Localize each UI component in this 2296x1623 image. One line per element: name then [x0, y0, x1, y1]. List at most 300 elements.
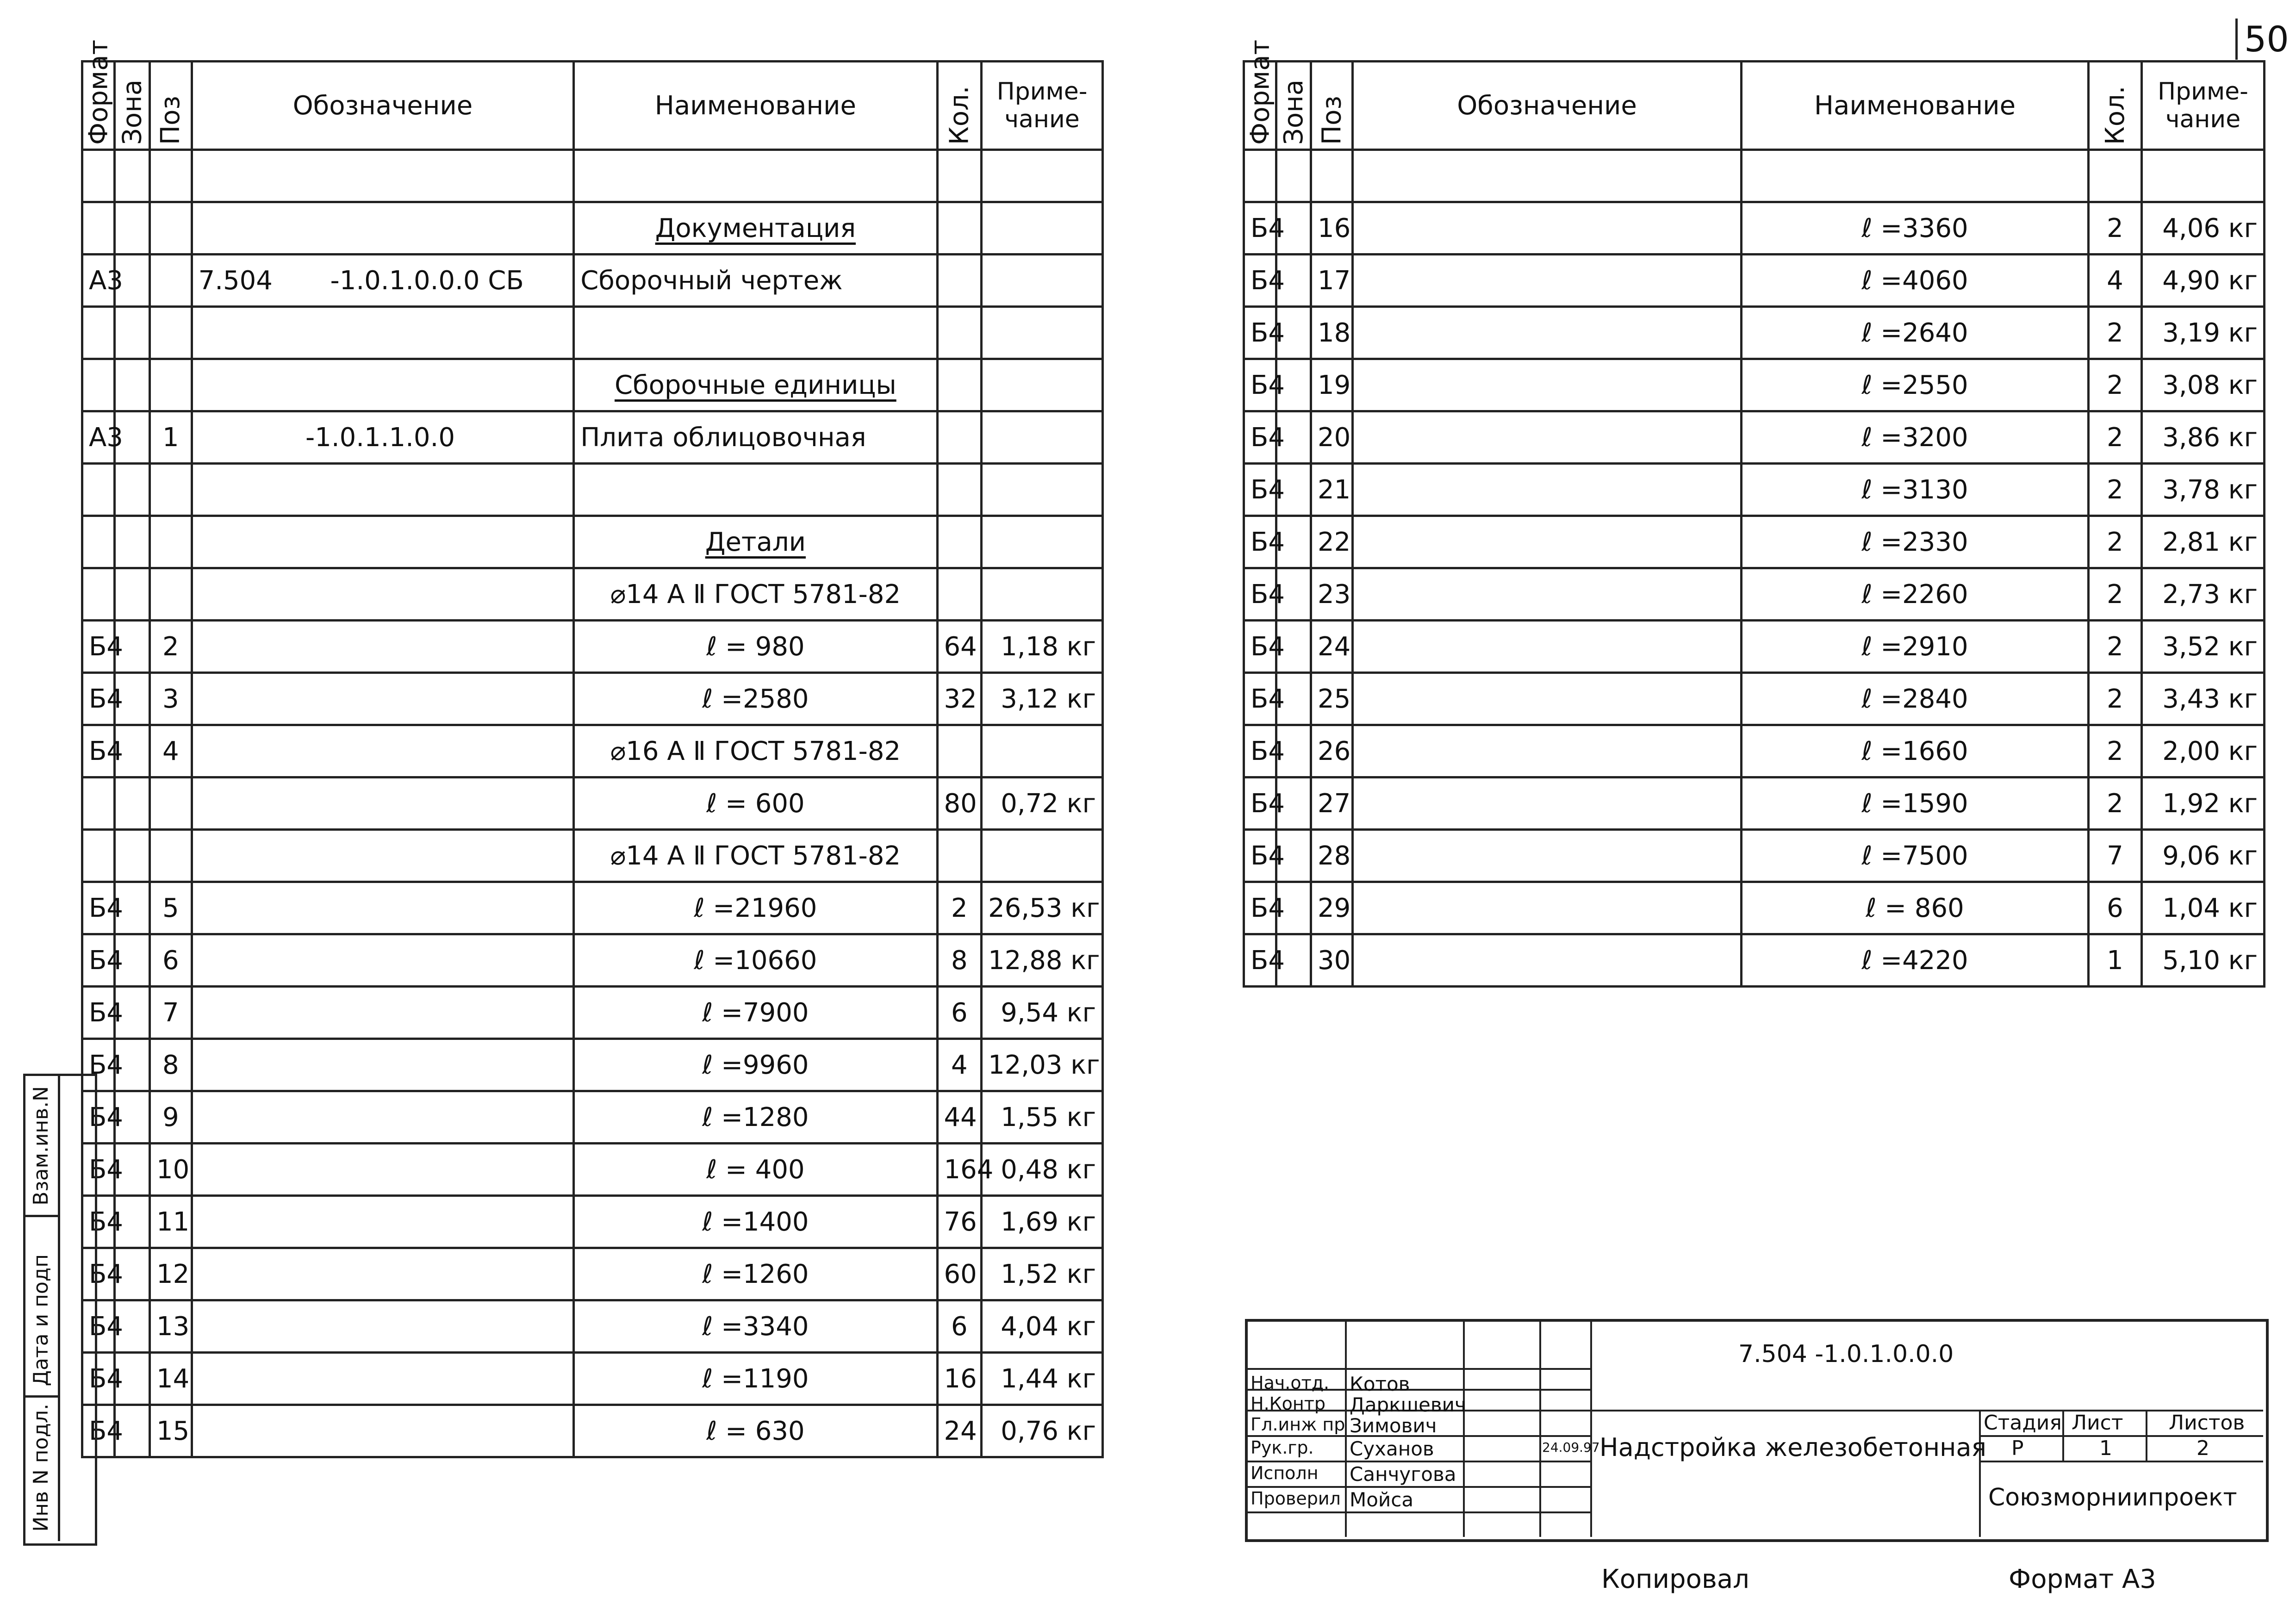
cell-qty: 60 — [937, 1248, 982, 1300]
cell-pos: 29 — [1311, 882, 1353, 934]
cell-format: Б4 — [82, 1039, 115, 1091]
cell-designation — [192, 1039, 574, 1091]
table-row — [1244, 464, 2265, 516]
table-row — [82, 1196, 1103, 1248]
sheet-value: 1 — [2099, 1436, 2112, 1460]
table-row — [82, 464, 1103, 516]
cell-qty: 2 — [2089, 516, 2142, 568]
signer-role: Исполн — [1251, 1463, 1319, 1483]
cell-designation — [192, 359, 574, 411]
stage-value: Р — [2011, 1436, 2024, 1460]
spec-table-left — [81, 39, 1104, 1458]
cell-designation — [1353, 516, 1742, 568]
cell-note — [2142, 150, 2265, 202]
cell-pos: 7 — [149, 987, 192, 1039]
cell-qty: 2 — [2089, 202, 2142, 255]
signer-name: Суханов — [1350, 1437, 1434, 1460]
cell-name: Документация — [574, 202, 937, 255]
cell-qty — [937, 516, 982, 568]
cell-pos — [149, 777, 192, 830]
cell-pos: 10 — [149, 1144, 192, 1196]
cell-name: ℓ =10660 — [574, 934, 937, 987]
cell-designation — [192, 1405, 574, 1457]
table-row — [1244, 777, 2265, 830]
cell-zone — [115, 516, 150, 568]
header-pos: Поз — [149, 62, 192, 150]
signer-name: Санчугова — [1350, 1463, 1456, 1486]
cell-qty — [937, 202, 982, 255]
cell-format: Б4 — [1244, 411, 1276, 464]
cell-format: Б4 — [1244, 359, 1276, 411]
cell-pos: 2 — [149, 621, 192, 673]
cell-name: ⌀14 А Ⅱ ГОСТ 5781-82 — [574, 830, 937, 882]
cell-name: ℓ = 630 — [574, 1405, 937, 1457]
table-row — [82, 202, 1103, 255]
signer-role: Н.Контр — [1251, 1393, 1325, 1414]
cell-pos — [149, 464, 192, 516]
cell-zone — [115, 307, 150, 359]
cell-format: Б4 — [1244, 673, 1276, 725]
cell-format — [82, 516, 115, 568]
cell-name: ℓ =1660 — [1742, 725, 2089, 777]
cell-qty: 7 — [2089, 830, 2142, 882]
cell-note: 3,86 кг — [2142, 411, 2265, 464]
copied-label: Копировал — [1601, 1564, 1749, 1594]
cell-qty — [937, 464, 982, 516]
cell-designation — [192, 1144, 574, 1196]
cell-qty: 164 — [937, 1144, 982, 1196]
table-row — [82, 830, 1103, 882]
cell-note: 5,10 кг — [2142, 934, 2265, 987]
header-qty: Кол. — [937, 62, 982, 150]
cell-name: ℓ =2550 — [1742, 359, 2089, 411]
table-row — [82, 516, 1103, 568]
cell-pos — [149, 568, 192, 621]
cell-note: 1,69 кг — [982, 1196, 1103, 1248]
cell-name: Сборочные единицы — [574, 359, 937, 411]
cell-format — [82, 150, 115, 202]
cell-note: 9,54 кг — [982, 987, 1103, 1039]
cell-qty: 2 — [2089, 777, 2142, 830]
table-row — [82, 1248, 1103, 1300]
cell-designation — [1353, 464, 1742, 516]
table-row — [82, 150, 1103, 202]
cell-name — [574, 150, 937, 202]
table-row — [82, 307, 1103, 359]
cell-note — [982, 725, 1103, 777]
cell-format: А3 — [82, 411, 115, 464]
cell-name: Сборочный чертеж — [574, 255, 937, 307]
cell-format: Б4 — [82, 934, 115, 987]
cell-name: ⌀14 А Ⅱ ГОСТ 5781-82 — [574, 568, 937, 621]
cell-pos: 13 — [149, 1300, 192, 1353]
table-row — [82, 411, 1103, 464]
page-number: 50 — [2235, 19, 2289, 60]
cell-zone — [115, 777, 150, 830]
cell-note: 0,72 кг — [982, 777, 1103, 830]
cell-pos — [149, 830, 192, 882]
cell-designation — [1353, 150, 1742, 202]
cell-name — [574, 464, 937, 516]
cell-note: 26,53 кг — [982, 882, 1103, 934]
cell-name: ℓ =2260 — [1742, 568, 2089, 621]
cell-pos: 4 — [149, 725, 192, 777]
cell-format: Б4 — [1244, 202, 1276, 255]
cell-note: 3,43 кг — [2142, 673, 2265, 725]
cell-format: Б4 — [82, 987, 115, 1039]
cell-qty: 2 — [2089, 621, 2142, 673]
table-row — [82, 1144, 1103, 1196]
cell-format: Б4 — [1244, 621, 1276, 673]
cell-note — [982, 411, 1103, 464]
table-row — [1244, 359, 2265, 411]
table-row — [1244, 255, 2265, 307]
cell-designation — [1353, 411, 1742, 464]
signer-name: Мойса — [1350, 1488, 1414, 1511]
cell-format — [82, 464, 115, 516]
cell-note: 1,04 кг — [2142, 882, 2265, 934]
cell-qty: 6 — [937, 987, 982, 1039]
cell-name: ℓ =21960 — [574, 882, 937, 934]
cell-qty — [937, 150, 982, 202]
cell-designation — [1353, 359, 1742, 411]
cell-format: Б4 — [1244, 830, 1276, 882]
cell-format — [1244, 150, 1276, 202]
cell-name: ℓ =2840 — [1742, 673, 2089, 725]
side-cell-date — [25, 1215, 60, 1398]
cell-note: 2,73 кг — [2142, 568, 2265, 621]
cell-designation — [192, 1300, 574, 1353]
table-row — [82, 1091, 1103, 1144]
cell-note: 0,76 кг — [982, 1405, 1103, 1457]
header-designation: Обозначение — [1353, 62, 1742, 150]
cell-pos — [149, 255, 192, 307]
cell-designation — [192, 516, 574, 568]
cell-qty: 2 — [2089, 359, 2142, 411]
cell-designation — [1353, 830, 1742, 882]
cell-designation — [192, 150, 574, 202]
cell-format: Б4 — [1244, 307, 1276, 359]
cell-note — [982, 516, 1103, 568]
cell-qty: 16 — [937, 1353, 982, 1405]
cell-name: ℓ = 600 — [574, 777, 937, 830]
cell-pos: 26 — [1311, 725, 1353, 777]
cell-qty: 64 — [937, 621, 982, 673]
cell-format — [82, 307, 115, 359]
header-name: Наименование — [574, 62, 937, 150]
cell-pos: 20 — [1311, 411, 1353, 464]
cell-name: ℓ =9960 — [574, 1039, 937, 1091]
stage-label: Стадия — [1984, 1411, 2062, 1435]
cell-note: 3,52 кг — [2142, 621, 2265, 673]
cell-format: Б4 — [1244, 255, 1276, 307]
signer-role: Проверил — [1251, 1488, 1341, 1509]
table-row — [1244, 673, 2265, 725]
table-row — [1244, 830, 2265, 882]
cell-designation — [192, 464, 574, 516]
cell-name: ℓ =7500 — [1742, 830, 2089, 882]
sheet-label: Лист — [2072, 1411, 2123, 1435]
header-name: Наименование — [1742, 62, 2089, 150]
sheets-value: 2 — [2196, 1436, 2209, 1460]
cell-name — [574, 307, 937, 359]
signer-name: Котов — [1350, 1373, 1410, 1395]
table-row — [82, 621, 1103, 673]
cell-pos: 25 — [1311, 673, 1353, 725]
cell-format — [82, 202, 115, 255]
cell-zone — [115, 150, 150, 202]
header-zone: Зона — [115, 62, 150, 150]
cell-format: Б4 — [1244, 725, 1276, 777]
cell-designation — [192, 673, 574, 725]
cell-note: 4,06 кг — [2142, 202, 2265, 255]
cell-pos — [149, 516, 192, 568]
table-row — [82, 359, 1103, 411]
cell-note: 1,44 кг — [982, 1353, 1103, 1405]
side-label-date-sign: Дата и подп — [29, 1254, 53, 1386]
table-row — [82, 934, 1103, 987]
cell-format: Б4 — [82, 725, 115, 777]
cell-qty: 6 — [937, 1300, 982, 1353]
table-row — [82, 568, 1103, 621]
cell-name: ℓ =1280 — [574, 1091, 937, 1144]
cell-format: А3 — [82, 255, 115, 307]
cell-designation: 7.504 -1.0.1.0.0.0 СБ — [192, 255, 574, 307]
cell-format: Б4 — [82, 1144, 115, 1196]
cell-name: ℓ =4220 — [1742, 934, 2089, 987]
cell-qty: 2 — [937, 882, 982, 934]
cell-designation — [192, 830, 574, 882]
cell-zone — [115, 202, 150, 255]
cell-qty: 4 — [937, 1039, 982, 1091]
cell-name: ℓ =1260 — [574, 1248, 937, 1300]
cell-designation — [1353, 882, 1742, 934]
cell-pos: 18 — [1311, 307, 1353, 359]
cell-qty — [2089, 150, 2142, 202]
header-designation: Обозначение — [192, 62, 574, 150]
cell-format — [82, 568, 115, 621]
cell-note: 12,03 кг — [982, 1039, 1103, 1091]
signer-name: Зимович — [1350, 1414, 1437, 1437]
cell-note: 3,12 кг — [982, 673, 1103, 725]
cell-pos: 23 — [1311, 568, 1353, 621]
cell-qty — [937, 725, 982, 777]
cell-note: 9,06 кг — [2142, 830, 2265, 882]
cell-pos: 28 — [1311, 830, 1353, 882]
cell-note: 1,92 кг — [2142, 777, 2265, 830]
cell-name: ℓ =2640 — [1742, 307, 2089, 359]
cell-pos: 17 — [1311, 255, 1353, 307]
cell-note: 2,00 кг — [2142, 725, 2265, 777]
cell-format: Б4 — [1244, 464, 1276, 516]
cell-qty — [937, 830, 982, 882]
sheets-label: Листов — [2169, 1411, 2245, 1435]
cell-designation — [192, 882, 574, 934]
table-row — [82, 673, 1103, 725]
cell-zone — [115, 830, 150, 882]
cell-designation — [192, 1248, 574, 1300]
cell-designation — [1353, 255, 1742, 307]
cell-qty: 2 — [2089, 411, 2142, 464]
cell-qty — [937, 568, 982, 621]
cell-designation — [192, 1353, 574, 1405]
cell-format: Б4 — [82, 673, 115, 725]
cell-note: 4,90 кг — [2142, 255, 2265, 307]
cell-format: Б4 — [1244, 882, 1276, 934]
table-row — [82, 777, 1103, 830]
side-label-replace-inv: Взам.инв.N — [29, 1086, 53, 1206]
cell-name: ℓ =1190 — [574, 1353, 937, 1405]
cell-format: Б4 — [82, 1353, 115, 1405]
cell-note: 3,08 кг — [2142, 359, 2265, 411]
cell-note: 1,18 кг — [982, 621, 1103, 673]
cell-note: 3,78 кг — [2142, 464, 2265, 516]
cell-note — [982, 255, 1103, 307]
header-note: Приме- чание — [2142, 62, 2265, 150]
cell-note — [982, 150, 1103, 202]
cell-note — [982, 202, 1103, 255]
cell-designation — [1353, 673, 1742, 725]
cell-pos: 21 — [1311, 464, 1353, 516]
cell-designation — [1353, 307, 1742, 359]
cell-designation — [1353, 777, 1742, 830]
cell-name: ℓ = 860 — [1742, 882, 2089, 934]
title-block — [1245, 1319, 2269, 1542]
cell-name: Плита облицовочная — [574, 411, 937, 464]
cell-name: ℓ =3360 — [1742, 202, 2089, 255]
cell-note: 3,19 кг — [2142, 307, 2265, 359]
cell-qty: 6 — [2089, 882, 2142, 934]
cell-designation — [192, 202, 574, 255]
cell-pos: 27 — [1311, 777, 1353, 830]
cell-designation — [1353, 568, 1742, 621]
cell-pos: 15 — [149, 1405, 192, 1457]
cell-qty — [937, 307, 982, 359]
cell-pos: 11 — [149, 1196, 192, 1248]
cell-qty — [937, 411, 982, 464]
cell-pos: 19 — [1311, 359, 1353, 411]
cell-qty — [937, 359, 982, 411]
cell-qty: 80 — [937, 777, 982, 830]
cell-designation — [192, 934, 574, 987]
cell-format: Б4 — [82, 1300, 115, 1353]
cell-qty: 76 — [937, 1196, 982, 1248]
cell-note: 12,88 кг — [982, 934, 1103, 987]
cell-zone — [115, 464, 150, 516]
header-note: Приме- чание — [982, 62, 1103, 150]
cell-zone — [1276, 150, 1311, 202]
doc-code: 7.504 -1.0.1.0.0.0 — [1738, 1340, 1954, 1368]
cell-designation — [192, 1091, 574, 1144]
cell-qty: 2 — [2089, 464, 2142, 516]
cell-note: 1,52 кг — [982, 1248, 1103, 1300]
cell-qty: 2 — [2089, 568, 2142, 621]
signer-name: Даркшевич — [1350, 1393, 1466, 1416]
cell-format: Б4 — [1244, 516, 1276, 568]
cell-qty: 1 — [2089, 934, 2142, 987]
cell-pos: 22 — [1311, 516, 1353, 568]
drawing-title: Надстройка железобетонная — [1599, 1433, 1987, 1462]
cell-name: ℓ =7900 — [574, 987, 937, 1039]
cell-designation — [1353, 621, 1742, 673]
table-row — [82, 1353, 1103, 1405]
cell-qty: 2 — [2089, 673, 2142, 725]
table-row — [82, 987, 1103, 1039]
cell-format: Б4 — [1244, 777, 1276, 830]
signer-role: Нач.отд. — [1251, 1373, 1330, 1393]
cell-zone — [115, 568, 150, 621]
spec-table-right — [1243, 39, 2265, 988]
cell-format: Б4 — [82, 1196, 115, 1248]
cell-format: Б4 — [82, 1405, 115, 1457]
cell-qty: 44 — [937, 1091, 982, 1144]
cell-zone — [115, 359, 150, 411]
table-row — [82, 1405, 1103, 1457]
cell-name: ℓ =2580 — [574, 673, 937, 725]
cell-name: ℓ =2910 — [1742, 621, 2089, 673]
side-cell-inv — [25, 1395, 60, 1541]
cell-format: Б4 — [82, 621, 115, 673]
header-format: Формат — [1244, 62, 1276, 150]
cell-qty — [937, 255, 982, 307]
cell-qty: 2 — [2089, 307, 2142, 359]
cell-format: Б4 — [82, 1248, 115, 1300]
table-row — [1244, 882, 2265, 934]
cell-note — [982, 568, 1103, 621]
cell-note: 4,04 кг — [982, 1300, 1103, 1353]
cell-note — [982, 830, 1103, 882]
cell-name: ℓ =3340 — [574, 1300, 937, 1353]
cell-pos: 16 — [1311, 202, 1353, 255]
table-row — [1244, 150, 2265, 202]
cell-pos: 5 — [149, 882, 192, 934]
table-row — [1244, 725, 2265, 777]
side-label-inv-no: Инв N подл. — [29, 1404, 53, 1532]
cell-format — [82, 777, 115, 830]
header-pos: Поз — [1311, 62, 1353, 150]
cell-name: Детали — [574, 516, 937, 568]
cell-name — [1742, 150, 2089, 202]
cell-name: ℓ =3130 — [1742, 464, 2089, 516]
cell-designation: -1.0.1.1.0.0 — [192, 411, 574, 464]
cell-pos: 9 — [149, 1091, 192, 1144]
cell-pos: 12 — [149, 1248, 192, 1300]
cell-format: Б4 — [1244, 568, 1276, 621]
sign-date: 24.09.97 — [1542, 1440, 1600, 1455]
cell-pos: 1 — [149, 411, 192, 464]
cell-qty: 8 — [937, 934, 982, 987]
table-row — [1244, 621, 2265, 673]
table-header-row — [1244, 62, 2265, 150]
format-label: Формат А3 — [2009, 1564, 2156, 1594]
cell-format: Б4 — [82, 882, 115, 934]
cell-qty: 4 — [2089, 255, 2142, 307]
cell-pos: 6 — [149, 934, 192, 987]
table-row — [1244, 516, 2265, 568]
cell-name: ℓ =4060 — [1742, 255, 2089, 307]
cell-format: Б4 — [82, 1091, 115, 1144]
organization: Союзморниипроект — [1988, 1484, 2237, 1511]
table-row — [82, 1300, 1103, 1353]
cell-note — [982, 359, 1103, 411]
cell-name: ℓ =1590 — [1742, 777, 2089, 830]
cell-designation — [192, 621, 574, 673]
cell-format — [82, 830, 115, 882]
cell-designation — [1353, 934, 1742, 987]
cell-designation — [192, 777, 574, 830]
cell-designation — [192, 725, 574, 777]
cell-name: ℓ =3200 — [1742, 411, 2089, 464]
